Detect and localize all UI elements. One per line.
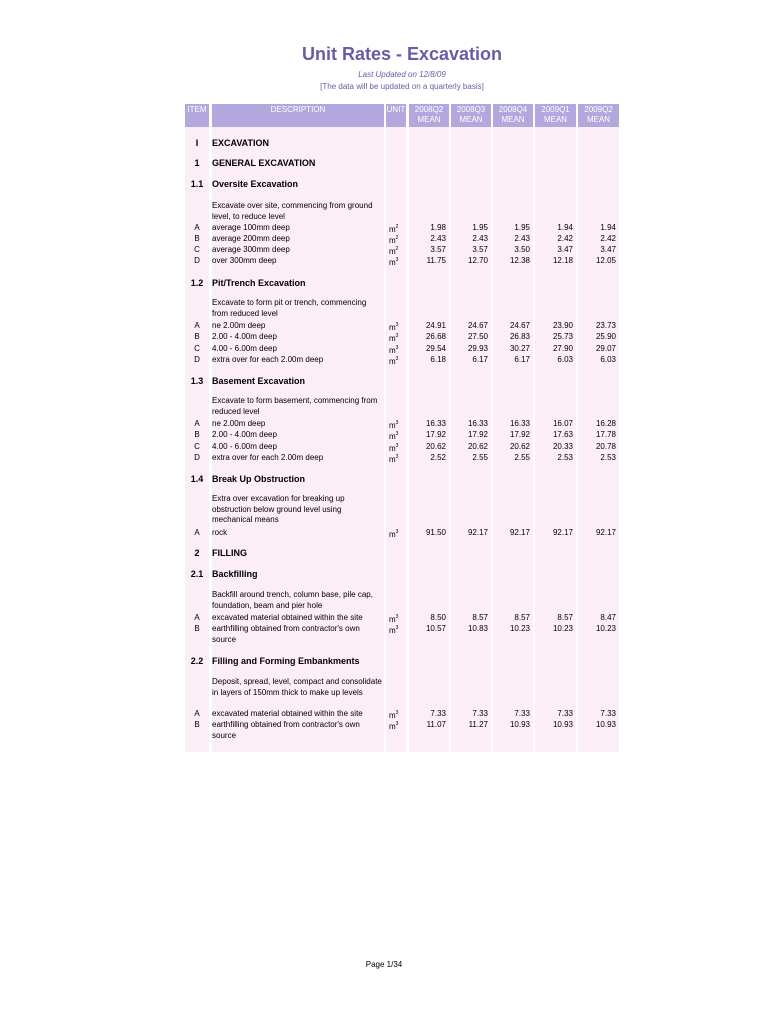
unit-exponent: 3 (395, 356, 399, 362)
unit-exponent: 3 (395, 257, 399, 263)
rate-value-1: 3.57 (430, 245, 446, 254)
unit-base: m (389, 247, 396, 256)
section-heading: Break Up Obstruction (212, 474, 306, 484)
rate-value-1: 91.50 (425, 528, 446, 537)
rate-value-3: 2.55 (514, 453, 530, 462)
rate-value-2: 2.55 (472, 453, 488, 462)
unit-base: m (389, 236, 396, 245)
rate-value-4: 17.63 (552, 430, 573, 439)
row-item-code: A (194, 223, 200, 232)
rate-value-5: 17.78 (595, 430, 616, 439)
rate-value-2: 16.33 (467, 419, 488, 428)
row-description: Extra over excavation for breaking up obstruction below ground level using mechanical means (212, 494, 345, 524)
rate-value-3: 30.27 (509, 344, 530, 353)
section-heading: Basement Excavation (212, 376, 306, 386)
unit-exponent: 3 (395, 333, 399, 339)
row-unit (389, 334, 398, 343)
row-description: average 100mm deep (212, 223, 290, 232)
rate-value-2: 92.17 (467, 528, 488, 537)
rate-value-5: 3.47 (600, 245, 616, 254)
header-item: ITEM (185, 104, 209, 127)
rate-value-2: 12.70 (467, 256, 488, 265)
rate-value-4: 3.47 (557, 245, 573, 254)
rate-value-3: 1.95 (514, 223, 530, 232)
row-description: extra over for each 2.00m deep (212, 355, 324, 364)
rate-value-3: 2.43 (514, 234, 530, 243)
rate-value-4: 12.18 (552, 256, 573, 265)
row-unit (389, 225, 398, 234)
update-note: [The data will be updated on a quarterly basis] (320, 82, 484, 91)
rate-value-5: 16.28 (595, 419, 616, 428)
unit-base: m (389, 346, 396, 355)
unit-exponent: 3 (395, 721, 399, 727)
rate-value-5: 10.93 (595, 720, 616, 729)
row-unit (389, 421, 398, 430)
row-description: earthfilling obtained from contractor's own source (212, 624, 360, 644)
row-description: Excavate to form pit or trench, commencing from reduced level (212, 298, 367, 318)
rate-value-2: 1.95 (472, 223, 488, 232)
rate-value-2: 3.57 (472, 245, 488, 254)
rate-value-2: 20.62 (467, 442, 488, 451)
row-item-code: 1.4 (190, 474, 204, 484)
rate-value-2: 7.33 (472, 709, 488, 718)
rate-value-5: 20.78 (595, 442, 616, 451)
rate-value-5: 2.42 (600, 234, 616, 243)
page-number: Page 1/34 (365, 960, 403, 969)
rate-value-1: 24.91 (425, 321, 446, 330)
rate-value-5: 25.90 (595, 332, 616, 341)
row-description: Backfill around trench, column base, pile cap, foundation, beam and pier hole (212, 590, 373, 610)
rate-value-2: 24.67 (467, 321, 488, 330)
row-unit (389, 530, 398, 539)
row-item-code: 2 (194, 548, 200, 558)
unit-base: m (389, 444, 396, 453)
rate-value-1: 16.33 (425, 419, 446, 428)
row-description: rock (212, 528, 228, 537)
row-description: Deposit, spread, level, compact and consolidate in layers of 150mm thick to make up levels (212, 677, 382, 697)
rate-value-2: 2.43 (472, 234, 488, 243)
unit-exponent: 3 (395, 454, 399, 460)
header-2009q1: 2009Q1 MEAN (535, 104, 576, 127)
rate-value-2: 17.92 (467, 430, 488, 439)
rate-value-1: 11.75 (426, 256, 446, 265)
row-description: over 300mm deep (212, 256, 277, 265)
rate-value-2: 8.57 (472, 613, 488, 622)
rate-value-3: 24.67 (509, 321, 530, 330)
col-bg-q4 (535, 104, 576, 752)
rate-value-4: 10.93 (552, 720, 573, 729)
rate-value-3: 10.93 (509, 720, 530, 729)
row-item-code: 1 (194, 158, 200, 168)
rate-value-3: 20.62 (509, 442, 530, 451)
rate-value-4: 25.73 (552, 332, 573, 341)
unit-rates-table (185, 104, 619, 752)
section-heading: Pit/Trench Excavation (212, 278, 306, 288)
rate-value-3: 8.57 (514, 613, 530, 622)
rate-value-4: 20.33 (552, 442, 573, 451)
rate-value-3: 92.17 (509, 528, 530, 537)
rate-value-4: 2.53 (557, 453, 573, 462)
rate-value-2: 10.83 (467, 624, 488, 633)
unit-exponent: 3 (395, 614, 399, 620)
rate-value-1: 11.07 (426, 720, 446, 729)
row-description: excavated material obtained within the site (212, 709, 363, 718)
row-item-code: D (194, 453, 200, 462)
row-item-code: A (194, 419, 200, 428)
section-heading: EXCAVATION (212, 138, 270, 148)
last-updated-text: Last Updated on 12/8/09 (358, 70, 446, 79)
row-description: average 200mm deep (212, 234, 290, 243)
unit-exponent: 2 (395, 224, 399, 230)
unit-base: m (389, 258, 396, 267)
rate-value-5: 6.03 (600, 355, 616, 364)
section-heading: FILLING (212, 548, 247, 558)
unit-base: m (389, 530, 396, 539)
unit-base: m (389, 626, 396, 635)
rate-value-2: 6.17 (472, 355, 488, 364)
row-unit (389, 626, 398, 635)
header-unit: UNIT (386, 104, 406, 127)
unit-base: m (389, 421, 396, 430)
rate-value-5: 29.07 (595, 344, 616, 353)
rate-value-5: 1.94 (600, 223, 616, 232)
unit-exponent: 3 (395, 710, 399, 716)
row-item-code: D (194, 355, 200, 364)
col-bg-q2 (451, 104, 491, 752)
row-description: 2.00 - 4.00m deep (212, 430, 277, 439)
row-item-code: B (194, 332, 200, 341)
row-unit (389, 346, 398, 355)
rate-value-5: 92.17 (595, 528, 616, 537)
rate-value-1: 1.98 (430, 223, 446, 232)
unit-base: m (389, 455, 396, 464)
row-description: average 300mm deep (212, 245, 290, 254)
section-heading: Filling and Forming Embankments (212, 656, 360, 666)
rate-value-2: 27.50 (467, 332, 488, 341)
rate-value-3: 10.23 (509, 624, 530, 633)
row-item-code: A (194, 528, 200, 537)
rate-value-2: 11.27 (468, 720, 488, 729)
row-item-code: D (194, 256, 200, 265)
row-unit (389, 236, 398, 245)
rate-value-2: 29.93 (467, 344, 488, 353)
row-item-code: C (194, 344, 200, 353)
rate-value-3: 7.33 (514, 709, 530, 718)
rate-value-1: 7.33 (430, 709, 446, 718)
row-item-code: B (194, 430, 200, 439)
row-item-code: 1.2 (190, 278, 204, 288)
header-2009q2: 2009Q2 MEAN (578, 104, 619, 127)
rate-value-4: 10.23 (552, 624, 573, 633)
row-unit (389, 258, 398, 267)
row-unit (389, 444, 398, 453)
header-2008q4: 2008Q4 MEAN (493, 104, 533, 127)
row-unit (389, 357, 398, 366)
header-2008q3: 2008Q3 MEAN (451, 104, 491, 127)
rate-value-1: 2.52 (430, 453, 446, 462)
row-unit (389, 432, 398, 441)
rate-value-1: 6.18 (430, 355, 446, 364)
rate-value-3: 26.83 (509, 332, 530, 341)
rate-value-1: 8.50 (430, 613, 446, 622)
col-bg-q5 (578, 104, 619, 752)
row-item-code: 1.3 (190, 376, 204, 386)
rate-value-4: 92.17 (552, 528, 573, 537)
col-bg-item (185, 104, 209, 752)
row-description: Excavate to form basement, commencing from reduced level (212, 396, 378, 416)
unit-exponent: 3 (395, 625, 399, 631)
rate-value-5: 10.23 (595, 624, 616, 633)
unit-base: m (389, 334, 396, 343)
row-unit (389, 711, 398, 720)
row-item-code: B (194, 720, 200, 729)
row-item-code: 2.2 (190, 656, 204, 666)
row-item-code: B (194, 624, 200, 633)
unit-exponent: 3 (395, 443, 399, 449)
rate-value-5: 2.53 (600, 453, 616, 462)
row-item-code: I (195, 138, 199, 148)
unit-exponent: 3 (395, 529, 399, 535)
unit-base: m (389, 432, 396, 441)
unit-base: m (389, 722, 396, 731)
col-bg-q3 (493, 104, 533, 752)
row-description: ne 2.00m deep (212, 321, 266, 330)
row-item-code: 1.1 (190, 179, 204, 189)
rate-value-1: 29.54 (425, 344, 446, 353)
unit-base: m (389, 615, 396, 624)
row-unit (389, 323, 398, 332)
row-description: 2.00 - 4.00m deep (212, 332, 277, 341)
unit-base: m (389, 323, 396, 332)
rate-value-4: 2.42 (557, 234, 573, 243)
unit-exponent: 3 (395, 431, 399, 437)
rate-value-5: 7.33 (600, 709, 616, 718)
row-description: excavated material obtained within the site (212, 613, 363, 622)
unit-exponent: 3 (395, 345, 399, 351)
rate-value-4: 27.90 (552, 344, 573, 353)
rate-value-4: 6.03 (557, 355, 573, 364)
section-heading: GENERAL EXCAVATION (212, 158, 316, 168)
page-title: Unit Rates - Excavation (301, 44, 503, 64)
rate-value-4: 16.07 (552, 419, 573, 428)
rate-value-1: 20.62 (425, 442, 446, 451)
row-item-code: A (194, 709, 200, 718)
rate-value-3: 3.50 (514, 245, 530, 254)
row-description: 4.00 - 6.00m deep (212, 442, 277, 451)
section-heading: Oversite Excavation (212, 179, 299, 189)
header-description: DESCRIPTION (212, 104, 384, 127)
rate-value-4: 7.33 (557, 709, 573, 718)
row-item-code: B (194, 234, 200, 243)
row-item-code: A (194, 321, 200, 330)
row-item-code: C (194, 245, 200, 254)
rate-value-1: 2.43 (430, 234, 446, 243)
rate-value-4: 8.57 (557, 613, 573, 622)
row-item-code: C (194, 442, 200, 451)
rate-value-3: 17.92 (509, 430, 530, 439)
rate-value-4: 1.94 (557, 223, 573, 232)
row-item-code: 2.1 (190, 569, 204, 579)
rate-value-3: 16.33 (509, 419, 530, 428)
row-unit (389, 722, 398, 731)
rate-value-4: 23.90 (552, 321, 573, 330)
rate-value-5: 12.05 (595, 256, 616, 265)
rate-value-3: 6.17 (514, 355, 530, 364)
unit-base: m (389, 225, 396, 234)
row-description: ne 2.00m deep (212, 419, 266, 428)
section-heading: Backfilling (212, 569, 258, 579)
rate-value-5: 23.73 (595, 321, 616, 330)
rate-value-1: 10.57 (425, 624, 446, 633)
unit-exponent: 2 (395, 235, 399, 241)
unit-base: m (389, 711, 396, 720)
rate-value-5: 8.47 (600, 613, 616, 622)
row-item-code: A (194, 613, 200, 622)
row-description: Excavate over site, commencing from ground level, to reduce level (212, 201, 373, 221)
rate-value-3: 12.38 (509, 256, 530, 265)
rate-value-1: 17.92 (425, 430, 446, 439)
rate-value-1: 26.68 (425, 332, 446, 341)
row-unit (389, 455, 398, 464)
col-bg-q1 (409, 104, 449, 752)
row-description: 4.00 - 6.00m deep (212, 344, 277, 353)
unit-base: m (389, 357, 396, 366)
header-2008q2: 2008Q2 MEAN (409, 104, 449, 127)
unit-exponent: 2 (395, 246, 399, 252)
row-description: extra over for each 2.00m deep (212, 453, 324, 462)
row-unit (389, 247, 398, 256)
row-description: earthfilling obtained from contractor's own source (212, 720, 360, 740)
unit-exponent: 3 (395, 420, 399, 426)
row-unit (389, 615, 398, 624)
unit-exponent: 3 (395, 322, 399, 328)
